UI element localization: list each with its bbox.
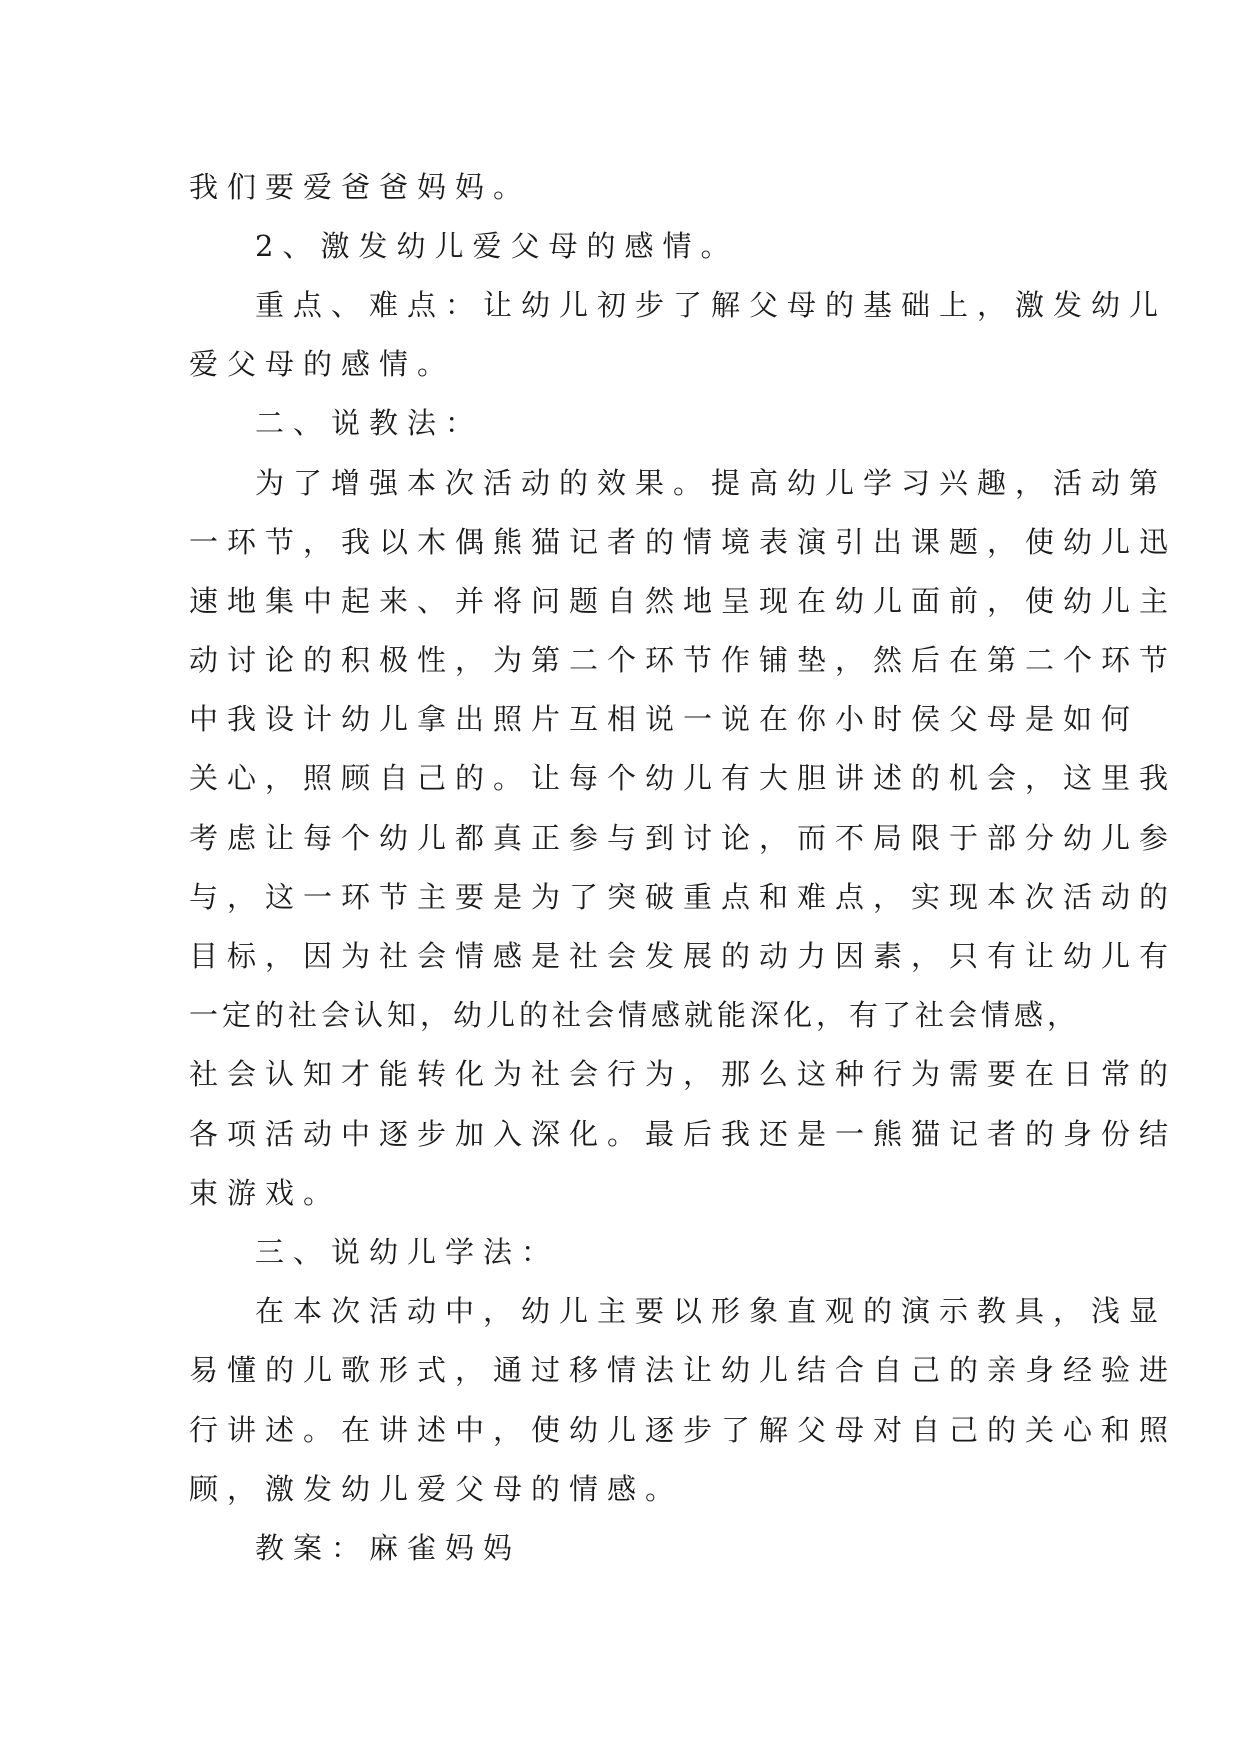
paragraph-line: 中我设计幼儿拿出照片互相说一说在你小时侯父母是如何 — [189, 702, 1140, 736]
paragraph-line: 易懂的儿歌形式，通过移情法让幼儿结合自己的亲身经验进 — [189, 1353, 1178, 1387]
paragraph-line: 为了增强本次活动的效果。提高幼儿学习兴趣，活动第 — [255, 466, 1168, 500]
paragraph-line: 顾，激发幼儿爱父母的情感。 — [189, 1472, 684, 1506]
paragraph-line: 考虑让每个幼儿都真正参与到讨论，而不局限于部分幼儿参 — [189, 821, 1178, 855]
paragraph-line: 束游戏。 — [189, 1176, 342, 1210]
paragraph-line: 一环节，我以木偶熊猫记者的情境表演引出课题，使幼儿迅 — [189, 525, 1178, 559]
section-heading-teaching-method: 二、说教法： — [255, 406, 484, 440]
paragraph-line: 与，这一环节主要是为了突破重点和难点，实现本次活动的 — [189, 880, 1178, 914]
key-points-line: 爱父母的感情。 — [189, 347, 456, 381]
key-points-line: 重点、难点：让幼儿初步了解父母的基础上，激发幼儿 — [255, 288, 1168, 322]
paragraph-line: 动讨论的积极性，为第二个环节作铺垫，然后在第二个环节 — [189, 643, 1178, 677]
paragraph-line: 社会认知才能转化为社会行为，那么这种行为需要在日常的 — [189, 1057, 1178, 1091]
paragraph-line: 关心，照顾自己的。让每个幼儿有大胆讲述的机会，这里我 — [189, 761, 1178, 795]
section-heading-learning-method: 三、说幼儿学法： — [255, 1235, 560, 1269]
objective-2-line: 2、激发幼儿爱父母的感情。 — [255, 229, 739, 263]
paragraph-line: 各项活动中逐步加入深化。最后我还是一熊猫记者的身份结 — [189, 1117, 1178, 1151]
paragraph-line: 一定的社会认知，幼儿的社会情感就能深化，有了社会情感， — [189, 998, 1081, 1032]
paragraph-line: 速地集中起来、并将问题自然地呈现在幼儿面前，使幼儿主 — [189, 584, 1178, 618]
paragraph-line: 目标，因为社会情感是社会发展的动力因素，只有让幼儿有 — [189, 939, 1178, 973]
lesson-plan-title: 教案：麻雀妈妈 — [255, 1531, 522, 1565]
paragraph-line: 行讲述。在讲述中，使幼儿逐步了解父母对自己的关心和照 — [189, 1413, 1178, 1447]
paragraph-line: 我们要爱爸爸妈妈。 — [189, 170, 532, 204]
paragraph-line: 在本次活动中，幼儿主要以形象直观的演示教具，浅显 — [255, 1294, 1168, 1328]
